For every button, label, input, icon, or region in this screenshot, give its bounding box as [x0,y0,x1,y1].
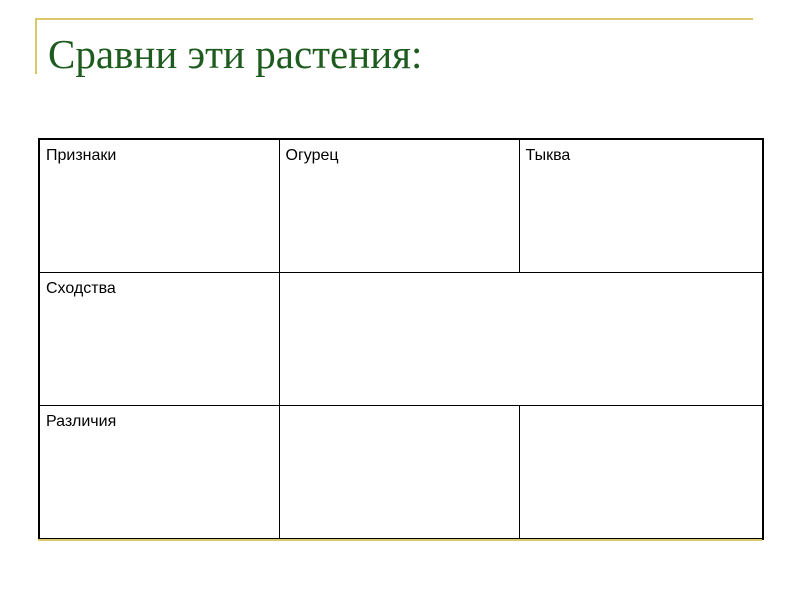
decorative-bottom-line [38,539,762,541]
differences-cucumber-cell[interactable] [279,406,519,540]
table-header-row [39,139,763,273]
decorative-top-line [35,18,753,20]
slide-title: Сравни эти растения: [48,31,423,77]
similarities-merged-cell[interactable] [279,273,763,406]
row-label-similarities[interactable]: Сходства [39,273,279,406]
differences-pumpkin-cell[interactable] [519,406,763,540]
header-cell-features[interactable]: Признаки [39,139,279,273]
row-label-differences[interactable]: Различия [39,406,279,540]
header-cell-cucumber[interactable]: Огурец [279,139,519,273]
header-cell-pumpkin[interactable]: Тыква [519,139,763,273]
comparison-table [38,138,764,540]
table-row-differences [39,406,763,540]
table-row-similarities [39,273,763,406]
decorative-left-line [35,18,37,74]
